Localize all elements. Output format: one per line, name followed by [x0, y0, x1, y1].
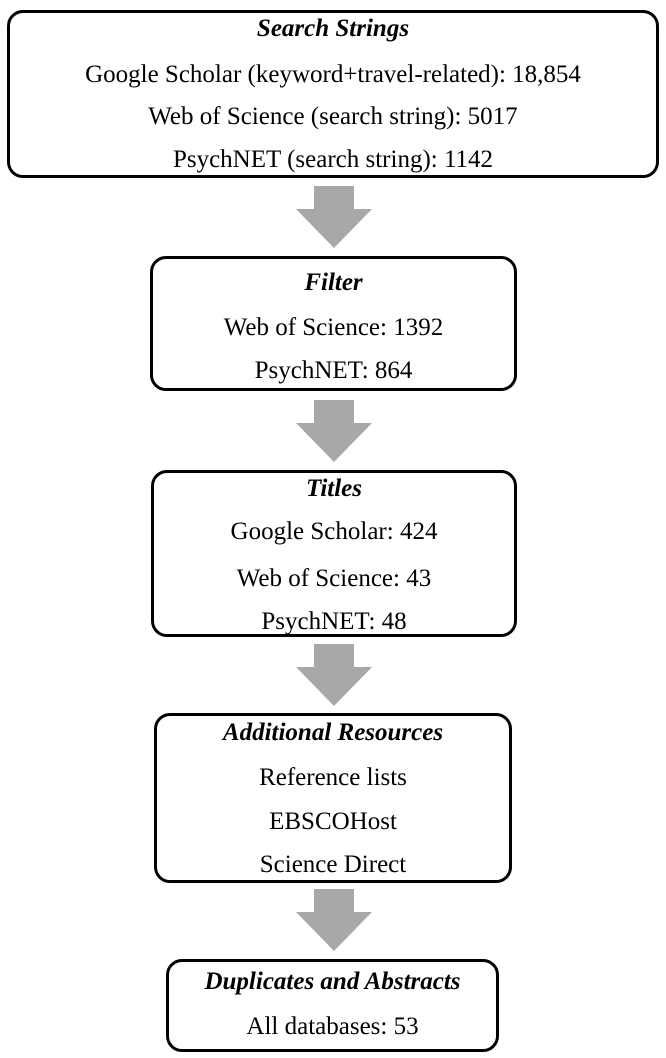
arrow-shape — [296, 889, 372, 951]
arrow-shape — [296, 186, 372, 248]
down-arrow-icon — [296, 186, 372, 248]
step-title: Titles — [305, 475, 362, 502]
step-line: PsychNET: 48 — [261, 608, 407, 635]
step-line: All databases: 53 — [246, 1013, 419, 1040]
step-title: Filter — [304, 269, 363, 296]
down-arrow-icon — [296, 889, 372, 951]
step-line: PsychNET: 864 — [254, 357, 413, 384]
step-line: Web of Science: 43 — [236, 565, 432, 592]
step-duplicates-and-abstracts — [166, 959, 499, 1052]
arrow-shape — [296, 400, 372, 462]
step-title: Additional Resources — [222, 719, 444, 746]
step-line: Science Direct — [259, 851, 407, 878]
step-title: Duplicates and Abstracts — [204, 968, 461, 995]
step-line: Google Scholar: 424 — [230, 518, 438, 545]
arrow-shape — [296, 644, 372, 706]
down-arrow-icon — [296, 400, 372, 462]
step-line: EBSCOHost — [269, 808, 397, 835]
step-search-strings — [7, 10, 659, 178]
step-line: Reference lists — [259, 764, 407, 791]
down-arrow-icon — [296, 644, 372, 706]
step-line: Google Scholar (keyword+travel-related): 18,854 — [85, 61, 581, 88]
step-line: PsychNET (search string): 1142 — [172, 146, 494, 173]
step-title: Search Strings — [256, 15, 410, 42]
step-additional-resources — [154, 713, 512, 883]
step-filter — [150, 256, 517, 391]
step-titles — [151, 470, 517, 637]
step-line: Web of Science (search string): 5017 — [148, 103, 518, 130]
step-line: Web of Science: 1392 — [223, 314, 444, 341]
